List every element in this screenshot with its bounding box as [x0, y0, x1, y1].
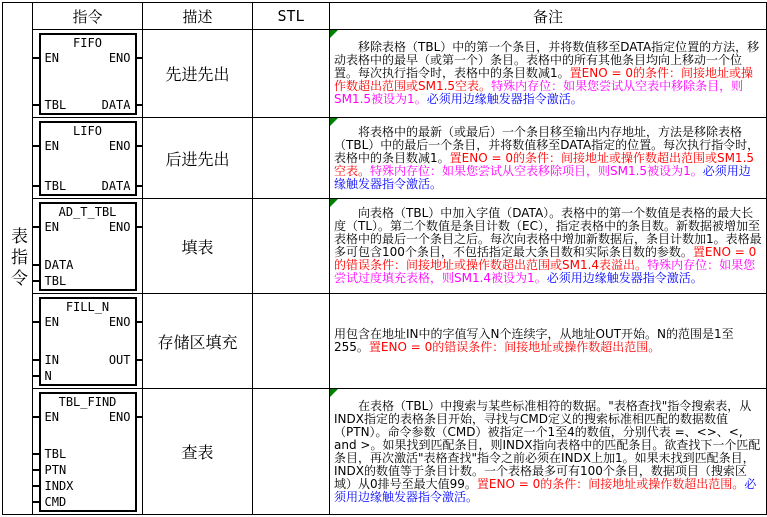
remark-segment-red: 置ENO = 0的错误条件：间接地址或操作数超出范围或SM1.4表溢出。	[334, 245, 757, 272]
remarks-cell	[330, 389, 766, 514]
remark-segment-blue: 必须用边缘触发器指令激活。	[426, 92, 583, 106]
header-stl: STL	[253, 3, 330, 29]
pin-row	[41, 314, 135, 330]
pin-label: ENO	[108, 314, 131, 329]
remark-segment-black: 在表格（TBL）中搜索与某些标准相符的数据。"表格查找"指令搜索表，从INDX指定的表格条目开始，寻找与CMD定义的搜索标准相匹配的数据数值（PTN）。命令参数（CMD）被指定一个1至4的数值，分别代表 =、<>、<, and >。如果找到匹配条目，则INDX指向表格中的匹配条目。欲查找下一个匹配条目，再次激活"表格查找"指令之前必须在INDX上加1。如果未找到匹配条目，INDX的数值等于条目计数。一个表格最多可有100个条目，数据项目（搜索区域）从0排号至最大值99。	[334, 398, 761, 491]
pin-stub-left	[33, 416, 39, 418]
pin-stub-left	[33, 185, 39, 187]
block-spacer	[41, 66, 135, 97]
instruction-block-diagram	[39, 33, 137, 115]
pin-stub-left	[33, 264, 39, 266]
pin-stub-right	[137, 359, 143, 361]
instruction-cell	[33, 118, 143, 198]
remark-text	[330, 125, 766, 192]
instruction-block-diagram	[39, 121, 137, 196]
description-cell	[143, 389, 253, 514]
cell-corner-marker-icon	[330, 30, 338, 38]
pin-row	[41, 462, 135, 478]
pin-stub-right	[137, 104, 143, 106]
table-row	[33, 117, 766, 198]
pin-stub-left	[33, 145, 39, 147]
description-cell	[143, 199, 253, 293]
pin-label: TBL	[44, 273, 67, 288]
pin-label: EN	[44, 138, 59, 153]
description-text: 查表	[181, 443, 214, 462]
pin-row	[41, 478, 135, 494]
header-remarks: 备注	[532, 7, 563, 26]
pin-row	[41, 273, 135, 289]
pin-label: IN	[44, 352, 59, 367]
remark-segment-red: 置ENO = 0的条件：间接地址或操作数超出范围。	[476, 476, 745, 491]
instruction-table	[2, 2, 767, 515]
remark-segment-magenta: 特殊内存位：如果您尝试从空表中移除条目，则SM1.5被设为1。	[334, 79, 744, 106]
remark-segment-red: 置ENO = 0的条件：间接地址或操作数超出范围或SM1.5空表。	[334, 66, 753, 93]
remark-segment-black: 将表格中的最新（或最后）一个条目移至输出内存地址，方法是移除表格（TBL）中的最后一个条目，并将数值移至DATA指定的位置。每次执行指令时，表格中的条目数减1。	[334, 124, 760, 165]
description-text: 填表	[181, 237, 214, 257]
pin-row	[41, 219, 135, 235]
pin-label: TBL	[44, 178, 67, 193]
remark-segment-black: 用包含在地址IN中的字值写入N个连续字，从地址OUT开始。N的范围是1至255。	[334, 327, 734, 354]
pin-row	[41, 368, 135, 384]
stl-cell	[253, 30, 330, 117]
remark-text	[330, 40, 766, 107]
pin-label: ENO	[108, 219, 131, 234]
pin-stub-right	[137, 321, 143, 323]
pin-stub-left	[33, 501, 39, 503]
remark-segment-blue: 必须用边缘触发器指令激活。	[334, 163, 751, 191]
table-row	[33, 29, 766, 117]
pin-row	[41, 409, 135, 425]
cell-corner-marker-icon	[330, 199, 338, 207]
pin-label: DATA	[101, 178, 131, 193]
table-row	[33, 388, 766, 514]
table-row	[33, 198, 766, 293]
block-spacer	[41, 154, 135, 178]
pin-label: ENO	[108, 138, 131, 153]
remark-segment-red: 置ENO = 0的条件：间接地址或操作数超出范围或SM1.5空表。	[334, 150, 755, 178]
pin-row	[41, 494, 135, 510]
block-spacer	[41, 235, 135, 257]
header-description: 描述	[143, 3, 253, 29]
pin-label: EN	[44, 314, 59, 329]
instruction-cell	[33, 294, 143, 388]
remark-segment-black: 向表格（TBL）中加入字值（DATA）。表格中的第一个数值是表格的最大长度（TL）。第二个数值是条目计数（EC），指定表格中的条目数。新数据被增加至表格中的最后一个条目之后。每次向表格中增加新数据后，条目计数加1。表格最多可包含100个条目，不包括指定最大条目数和实际条目数的参数。	[334, 206, 762, 259]
pin-stub-left	[33, 104, 39, 106]
instruction-block-diagram	[39, 297, 137, 386]
remark-segment-blue: 必须用边缘触发器指令激活。	[334, 476, 757, 504]
pin-stub-left	[33, 321, 39, 323]
pin-row	[41, 352, 135, 368]
pin-stub-left	[33, 226, 39, 228]
pin-row	[41, 50, 135, 66]
pin-stub-left	[33, 57, 39, 59]
side-category-label: 表指令	[7, 227, 27, 290]
instruction-block-diagram	[39, 202, 137, 291]
block-title: TBL_FIND	[58, 394, 117, 409]
pin-row	[41, 178, 135, 194]
remark-segment-magenta: 特殊内存位：如果您尝试从空表移除项目，则SM1.5被设为1。	[370, 163, 703, 178]
pin-row	[41, 257, 135, 273]
description-cell	[143, 118, 253, 198]
remarks-cell	[330, 199, 766, 293]
pin-label: TBL	[44, 97, 67, 112]
pin-stub-left	[33, 359, 39, 361]
pin-row	[41, 138, 135, 154]
stl-cell	[253, 118, 330, 198]
description-cell	[143, 294, 253, 388]
remark-segment-magenta: 特殊内存位：如果您尝试过度填充表格，则SM1.4被设为1。	[334, 258, 756, 285]
remarks-cell	[330, 30, 766, 117]
pin-label: N	[44, 368, 52, 383]
pin-stub-left	[33, 453, 39, 455]
block-title: AD_T_TBL	[58, 204, 117, 219]
pin-stub-right	[137, 226, 143, 228]
pin-label: DATA	[44, 257, 74, 272]
description-text: 先进先出	[165, 65, 230, 84]
pin-label: EN	[44, 409, 59, 424]
pin-stub-right	[137, 185, 143, 187]
pin-stub-left	[33, 485, 39, 487]
block-title: FIFO	[73, 35, 102, 50]
table-main	[33, 3, 766, 514]
pin-label: PTN	[44, 462, 67, 477]
pin-label: EN	[44, 219, 59, 234]
description-cell	[143, 30, 253, 117]
pin-stub-left	[33, 375, 39, 377]
stl-cell	[253, 389, 330, 514]
pin-stub-right	[137, 57, 143, 59]
pin-label: EN	[44, 50, 59, 65]
side-category-cell	[3, 3, 33, 514]
block-title: FILL_N	[65, 299, 110, 314]
header-row	[33, 3, 766, 29]
pin-label: CMD	[44, 494, 67, 509]
pin-stub-right	[137, 145, 143, 147]
pin-label: ENO	[108, 50, 131, 65]
remarks-cell	[330, 294, 766, 388]
instruction-cell	[33, 389, 143, 514]
cell-corner-marker-icon	[330, 118, 338, 126]
pin-row	[41, 446, 135, 462]
instruction-cell	[33, 199, 143, 293]
remark-text	[330, 206, 766, 286]
header-instruction: 指令	[33, 3, 143, 29]
pin-stub-left	[33, 280, 39, 282]
block-title: LIFO	[73, 123, 102, 138]
remarks-cell	[330, 118, 766, 198]
instruction-cell	[33, 30, 143, 117]
instruction-block-diagram	[39, 392, 137, 512]
pin-stub-left	[33, 469, 39, 471]
description-text: 存储区填充	[157, 332, 238, 352]
remark-segment-red: 置ENO = 0的错误条件：间接地址或操作数超出范围。	[368, 340, 661, 354]
cell-corner-marker-icon	[330, 389, 338, 397]
pin-row	[41, 97, 135, 113]
stl-cell	[253, 199, 330, 293]
pin-label: OUT	[108, 352, 131, 367]
pin-label: INDX	[44, 478, 74, 493]
remark-segment-black: 移除表格（TBL）中的第一个条目，并将数值移至DATA指定位置的方法，移动表格中的最早（或第一个）条目。表格中的所有其他条目均向上移动一个位置。每次执行指令时，表格中的条目数减1。	[334, 40, 760, 80]
pin-label: TBL	[44, 446, 67, 461]
table-row	[33, 293, 766, 388]
remark-segment-blue: 必须用边缘触发器指令激活。	[546, 271, 703, 285]
stl-cell	[253, 294, 330, 388]
remark-text	[330, 327, 766, 355]
block-spacer	[41, 330, 135, 352]
pin-label: ENO	[108, 409, 131, 424]
pin-stub-right	[137, 416, 143, 418]
description-text: 后进先出	[165, 149, 230, 169]
block-spacer	[41, 425, 135, 446]
pin-label: DATA	[101, 97, 131, 112]
remark-text	[330, 399, 766, 505]
